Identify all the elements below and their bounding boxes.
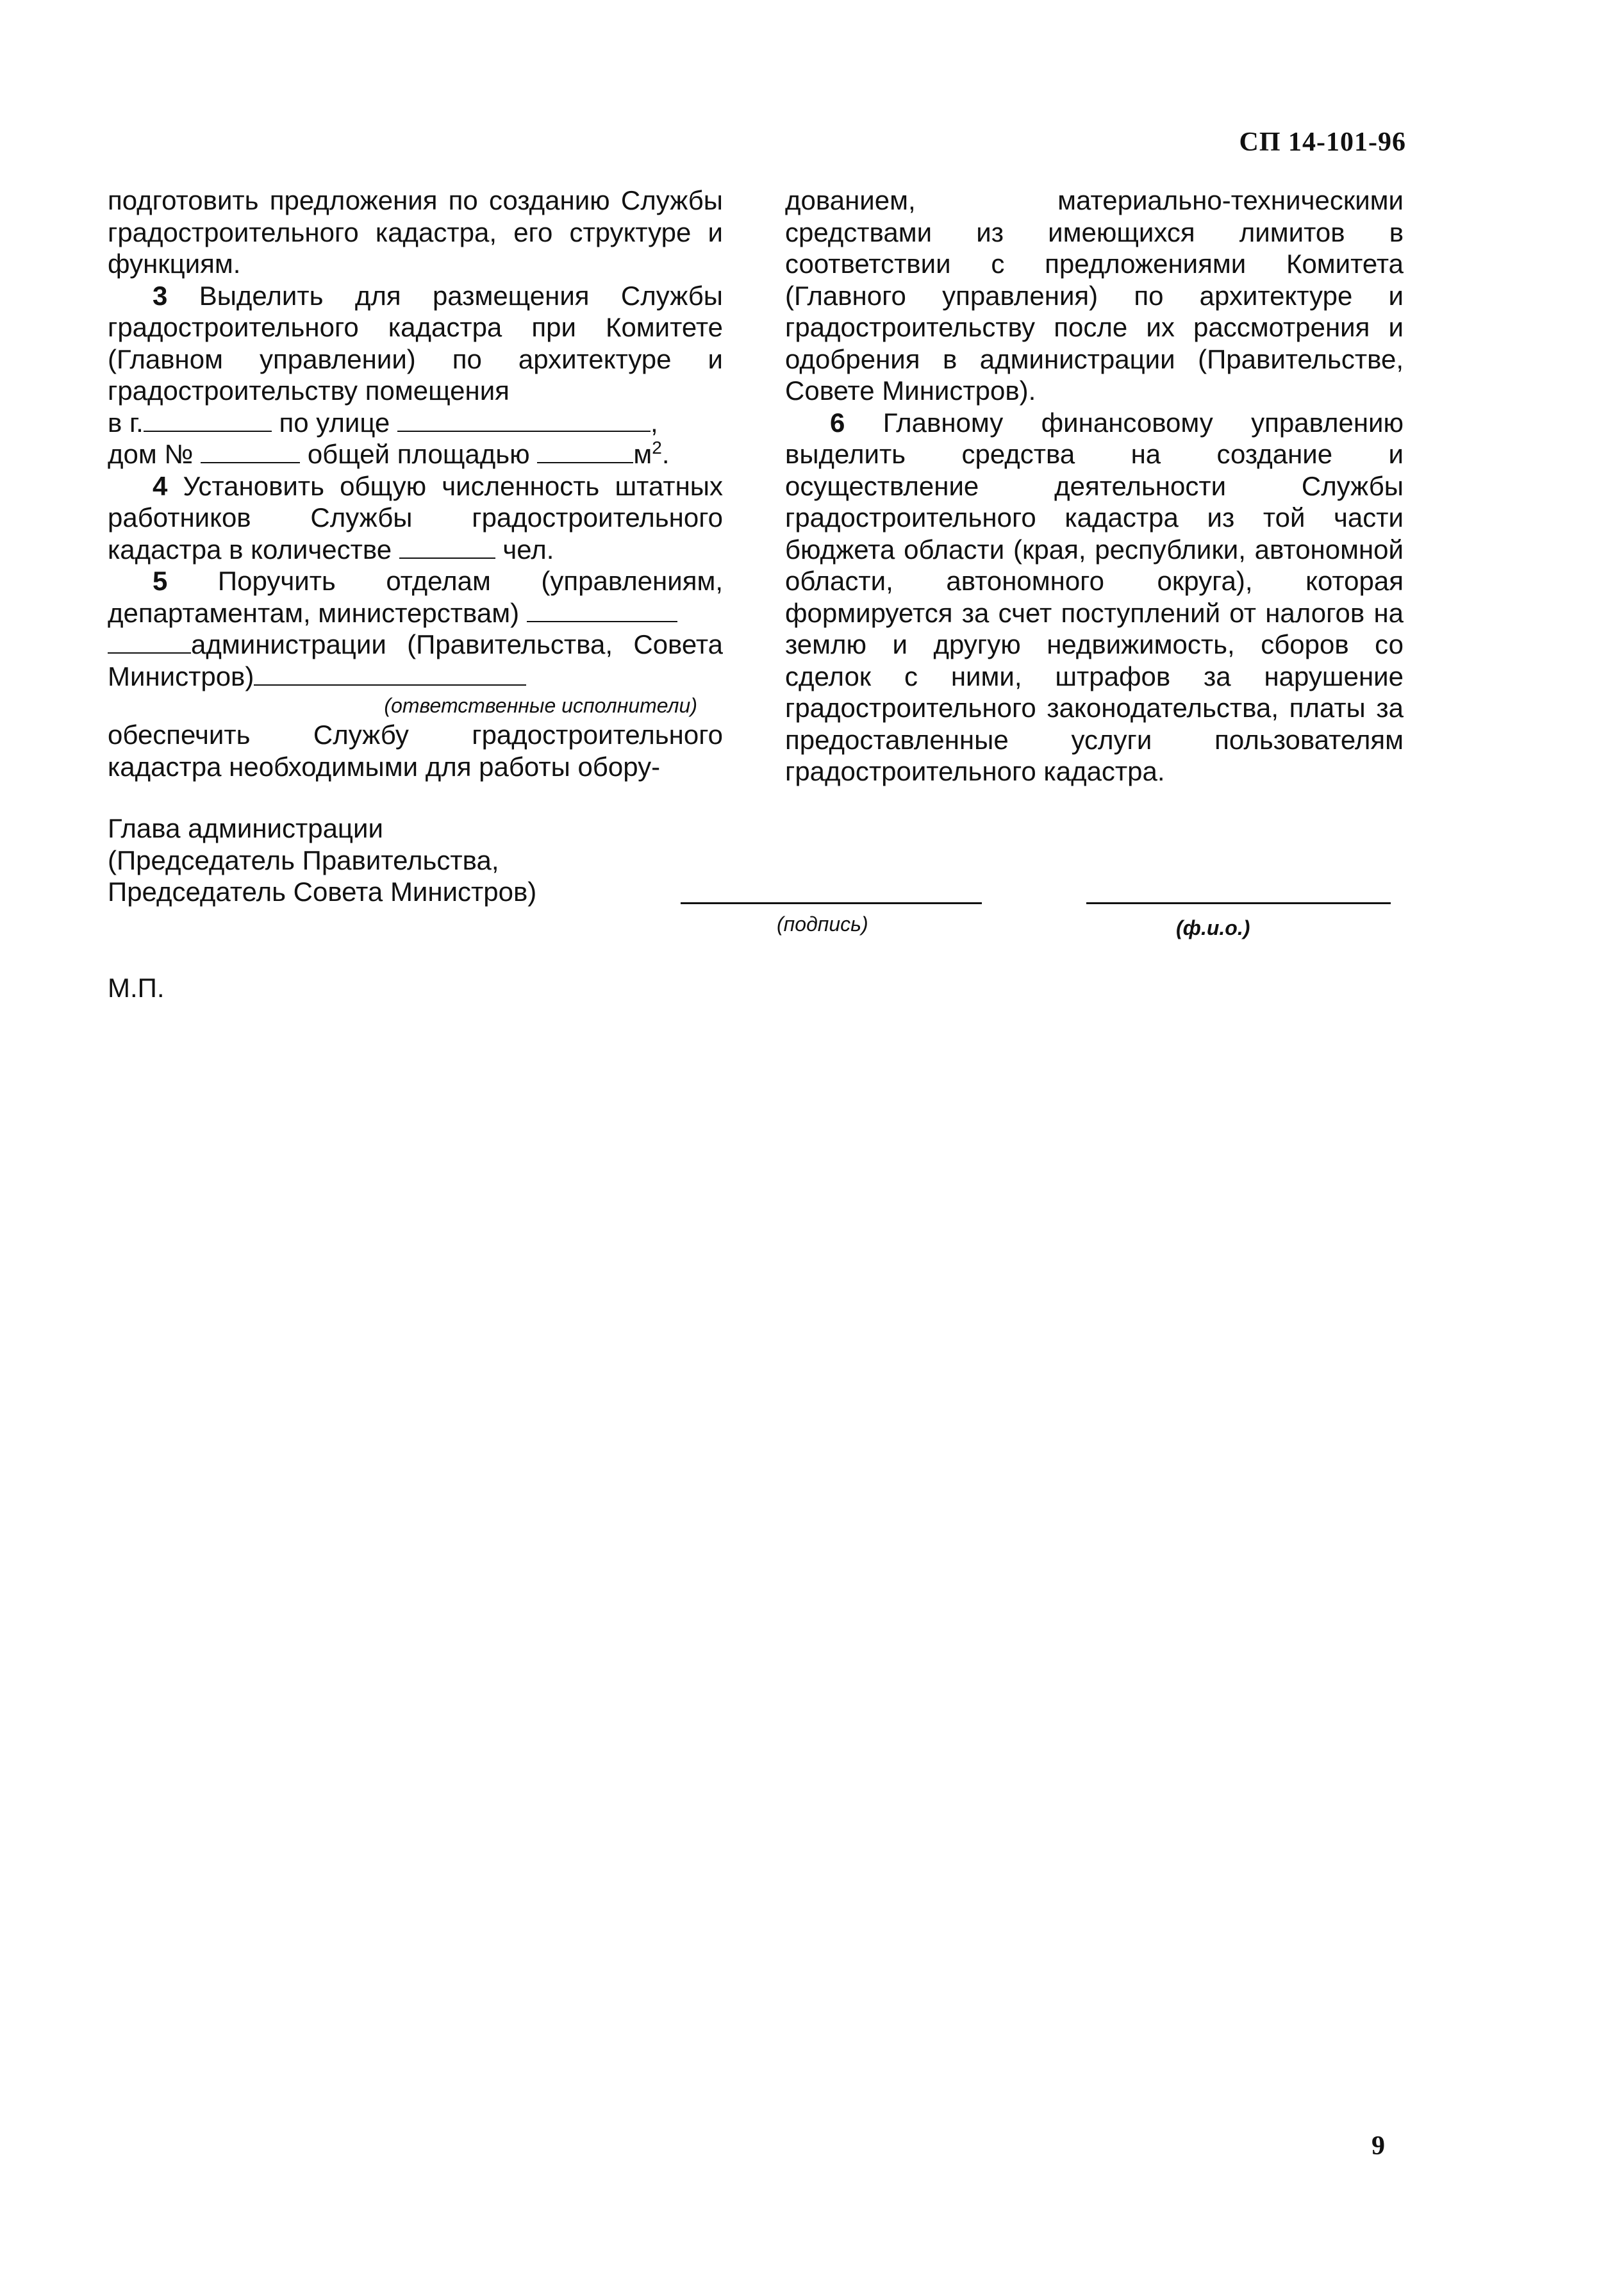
area-label: общей площадью [307,439,530,469]
staff-count-blank [399,536,495,559]
item-number: 4 [153,470,168,501]
signature-caption: (подпись) [777,913,868,936]
paragraph-text: Выделить для размещения Службы градостроительного кадастра при Комитете (Главном управлении) по архитектуре и градостроительству помещения [108,280,723,406]
signature-line [681,902,982,904]
city-label: в г. [108,407,144,438]
stamp-place: М.П. [108,973,165,1003]
signatory-line-3: Председатель Совета Министров) [108,877,537,907]
city-blank [144,409,272,432]
house-blank [201,440,300,463]
comma: , [650,407,658,438]
paragraph-text: Поручить отделам (управлениям, департаментам, министерствам) [108,566,724,628]
house-label: дом № [108,439,194,469]
item-number: 6 [830,407,845,438]
house-row [108,438,723,470]
paragraph-text: Главному финансовому управлению выделить средства на создание и осуществление деятельности Службы градостроительного кадастра из той части бюджета области (края, республики, автономной области, автономного округа), которая формируется за счет поступлений от налогов на землю и другую недвижимость, сборов со сделок с ними, штрафов за нарушение градостроительного законодательства, платы за предоставленные услуги пользователям градостроительного кадастра. [785,407,1404,786]
left-column [108,185,723,782]
admin-row [108,629,723,692]
executors-blank [254,663,526,686]
street-blank [397,409,650,432]
paragraph-4 [108,470,723,566]
staff-unit: чел. [502,534,554,565]
paragraph-3 [108,280,723,407]
area-blank [537,440,633,463]
paragraph-5 [108,565,723,629]
item-number: 5 [153,566,168,596]
departments-blank [527,599,677,622]
admin-text: администрации (Правительства, Совета Министров) [108,629,723,691]
paragraph-6 [785,407,1404,788]
name-line [1086,902,1391,904]
item-number: 3 [153,280,168,311]
address-row [108,407,723,439]
paragraph-5-end: дованием, материально-техническими средствами из имеющихся лимитов в соответствии с предложениями Комитета (Главного управления) по архитектуре и градостроительству после их рассмотрения и одобрения в администрации (Правительстве, Совете Министров). [785,185,1404,406]
signatory-line-1: Глава администрации [108,813,383,843]
paragraph-text: Установить общую численность штатных работников Службы градостроительного кадастра в количестве [108,470,723,565]
paragraph-2-end: подготовить предложения по созданию Службы градостроительного кадастра, его структуре и функциям. [108,185,723,279]
period: . [661,439,670,469]
signatory-title [108,813,536,908]
paragraph-5-continued: обеспечить Службу градостроительного кадастра необходимыми для работы обору- [108,720,723,782]
signatory-line-2: (Председатель Правительства, [108,845,499,875]
executors-caption: (ответственные исполнители) [384,694,697,717]
right-column [785,185,1404,788]
page-number: 9 [1371,2131,1385,2161]
street-label: по улице [279,407,390,438]
document-code: СП 14-101-96 [1239,128,1406,157]
name-caption: (ф.и.о.) [1176,916,1250,939]
admin-blank [108,631,191,654]
area-unit: м [633,439,652,469]
area-unit-sup: 2 [652,438,662,458]
